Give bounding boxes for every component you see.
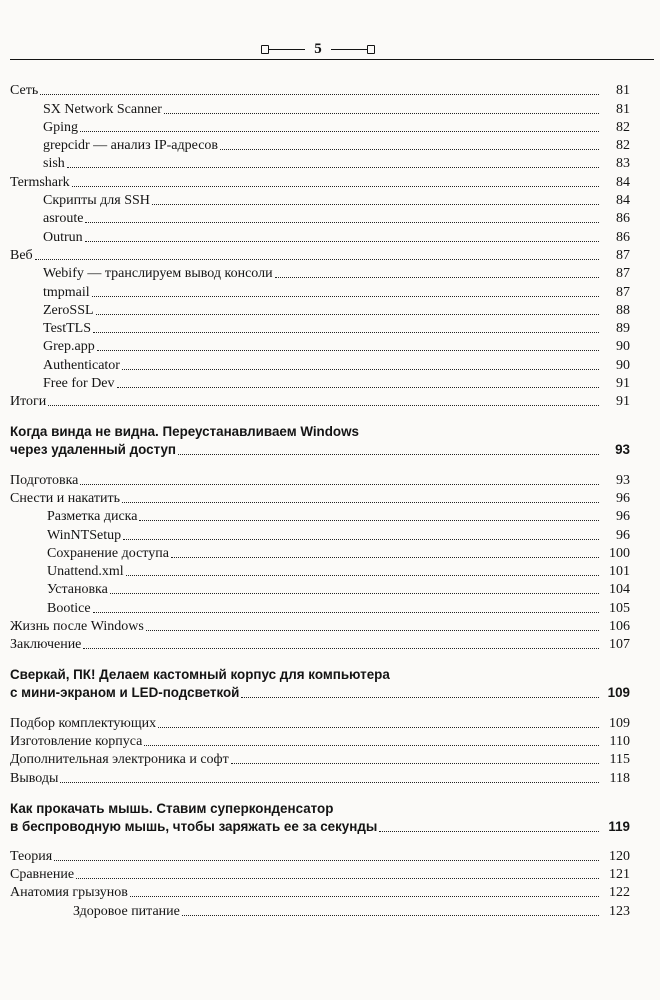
dot-leader	[80, 484, 599, 485]
toc-entry-title: Подбор комплектующих	[10, 715, 157, 731]
toc-entry-title: Bootice	[47, 600, 91, 616]
toc-entry-title: Сравнение	[10, 867, 75, 883]
toc-entry[interactable]	[10, 391, 630, 409]
section-title-last-line	[10, 441, 630, 459]
toc-entry-page: 81	[616, 83, 630, 99]
toc-entry-page: 91	[616, 394, 630, 410]
toc-entry[interactable]	[10, 616, 630, 634]
toc-entry[interactable]	[10, 767, 630, 785]
toc-entry-page: 96	[616, 490, 630, 506]
section-title-line: в беспроводную мышь, чтобы заряжать ее за секунды	[10, 818, 378, 834]
toc-entry-page: 96	[616, 509, 630, 525]
toc-entry-page: 86	[616, 211, 630, 227]
toc-entry[interactable]	[10, 712, 630, 730]
toc-entry-title: Теория	[10, 848, 53, 864]
toc-entry-page: 110	[609, 733, 630, 749]
toc-entry-page: 100	[609, 545, 630, 561]
toc-entry-page: 88	[616, 302, 630, 318]
dot-leader	[92, 296, 599, 297]
toc-entry-title: Free for Dev	[43, 376, 115, 392]
toc-entry[interactable]	[10, 190, 630, 208]
section-title-line: Когда винда не видна. Переустанавливаем Windows	[10, 424, 359, 440]
page-number: 5	[314, 41, 322, 57]
section-title-line: Сверкай, ПК! Делаем кастомный корпус для компьютера	[10, 667, 390, 683]
toc-entry-title: Установка	[47, 582, 108, 598]
dot-leader	[126, 575, 599, 576]
toc-entry-page: 82	[616, 119, 630, 135]
toc-entry-page: 84	[616, 174, 630, 190]
dot-leader	[152, 204, 599, 205]
toc-entry[interactable]	[10, 524, 630, 542]
toc-entry-title: Gping	[43, 119, 78, 135]
toc-entry[interactable]	[10, 153, 630, 171]
table-of-contents	[10, 80, 630, 919]
toc-entry-page: 106	[609, 619, 630, 635]
toc-entry-page: 123	[609, 903, 630, 919]
page-number-ornament	[255, 40, 381, 58]
dot-leader	[275, 277, 599, 278]
toc-entry-page: 118	[609, 770, 630, 786]
toc-entry[interactable]	[10, 543, 630, 561]
toc-entry-title: Здоровое питание	[73, 903, 180, 919]
dot-leader	[122, 502, 599, 503]
toc-entry-page: 104	[609, 582, 630, 598]
toc-entry-page: 84	[616, 193, 630, 209]
section-page: 93	[615, 442, 630, 458]
toc-entry-page: 86	[616, 229, 630, 245]
toc-entry-page: 96	[616, 527, 630, 543]
header-rule	[10, 59, 654, 60]
dot-leader	[123, 539, 599, 540]
toc-entry-title: Unattend.xml	[47, 564, 124, 580]
toc-entry[interactable]	[10, 226, 630, 244]
dot-leader	[76, 878, 599, 879]
toc-entry[interactable]	[10, 300, 630, 318]
toc-entry-page: 90	[616, 339, 630, 355]
dot-leader	[178, 454, 599, 455]
ornament-dash-left	[269, 49, 305, 50]
toc-entry-page: 107	[609, 637, 630, 653]
toc-entry[interactable]	[10, 731, 630, 749]
toc-entry-page: 87	[616, 247, 630, 263]
dot-leader	[182, 915, 599, 916]
dot-leader	[231, 763, 599, 764]
toc-entry-title: Termshark	[10, 174, 70, 190]
toc-entry[interactable]	[10, 597, 630, 615]
dot-leader	[85, 241, 599, 242]
dot-leader	[110, 593, 599, 594]
toc-entry-page: 109	[609, 715, 630, 731]
toc-section-heading[interactable]	[10, 666, 630, 702]
section-title-last-line	[10, 684, 630, 702]
dot-leader	[158, 727, 599, 728]
toc-entry[interactable]	[10, 561, 630, 579]
dot-leader	[146, 630, 599, 631]
toc-section-heading[interactable]	[10, 423, 630, 459]
section-title-line: с мини-экраном и LED-подсветкой	[10, 685, 240, 701]
section-page: 109	[607, 685, 630, 701]
toc-entry-page: 82	[616, 138, 630, 154]
section-title-line: через удаленный доступ	[10, 442, 177, 458]
toc-entry-title: Заключение	[10, 637, 82, 653]
dot-leader	[379, 831, 599, 832]
toc-entry[interactable]	[10, 488, 630, 506]
toc-entry[interactable]	[10, 373, 630, 391]
toc-entry-page: 81	[616, 101, 630, 117]
section-title-last-line	[10, 818, 630, 836]
toc-entry-title: Жизнь после Windows	[10, 619, 144, 635]
dot-leader	[93, 612, 599, 613]
toc-entry[interactable]	[10, 208, 630, 226]
dot-leader	[40, 94, 599, 95]
toc-entry[interactable]	[10, 98, 630, 116]
toc-entry-title: Снести и накатить	[10, 490, 120, 506]
toc-entry-title: Итоги	[10, 394, 47, 410]
dot-leader	[130, 896, 599, 897]
dot-leader	[164, 113, 599, 114]
toc-entry-title: Webify — транслируем вывод консоли	[43, 266, 273, 282]
toc-entry-title: Сеть	[10, 83, 39, 99]
toc-entry-page: 91	[616, 376, 630, 392]
ornament-square-right	[367, 45, 375, 54]
dot-leader	[93, 332, 599, 333]
toc-entry[interactable]	[10, 506, 630, 524]
toc-entry-page: 87	[616, 284, 630, 300]
dot-leader	[220, 149, 599, 150]
ornament-square-left	[261, 45, 269, 54]
dot-leader	[117, 387, 599, 388]
toc-entry[interactable]	[10, 469, 630, 487]
section-page: 119	[608, 818, 630, 834]
toc-entry-page: 115	[609, 752, 630, 768]
toc-entry-title: Сохранение доступа	[47, 545, 169, 561]
toc-entry-page: 101	[609, 564, 630, 580]
toc-section-heading[interactable]	[10, 800, 630, 836]
dot-leader	[122, 369, 599, 370]
toc-entry[interactable]	[10, 846, 630, 864]
toc-entry-title: WinNTSetup	[47, 527, 122, 543]
toc-entry-title: TestTLS	[43, 321, 92, 337]
dot-leader	[241, 697, 599, 698]
dot-leader	[171, 557, 599, 558]
toc-entry-page: 89	[616, 321, 630, 337]
toc-entry[interactable]	[10, 281, 630, 299]
dot-leader	[35, 259, 599, 260]
toc-entry[interactable]	[10, 263, 630, 281]
toc-entry[interactable]	[10, 354, 630, 372]
toc-entry-page: 122	[609, 885, 630, 901]
toc-entry-title: sish	[43, 156, 65, 172]
dot-leader	[48, 405, 599, 406]
toc-entry[interactable]	[10, 882, 630, 900]
toc-entry-title: grepcidr — анализ IP-адресов	[43, 138, 219, 154]
dot-leader	[144, 745, 599, 746]
toc-entry[interactable]	[10, 634, 630, 652]
toc-entry-title: asroute	[43, 211, 84, 227]
toc-entry-title: Скрипты для SSH	[43, 193, 150, 209]
toc-entry-title: Анатомия грызунов	[10, 885, 128, 901]
toc-entry[interactable]	[10, 135, 630, 153]
toc-entry[interactable]	[10, 900, 630, 918]
dot-leader	[54, 860, 599, 861]
dot-leader	[72, 186, 599, 187]
dot-leader	[80, 131, 599, 132]
section-title-line: Как прокачать мышь. Ставим суперконденсатор	[10, 800, 334, 816]
dot-leader	[97, 350, 599, 351]
toc-entry-title: ZeroSSL	[43, 302, 94, 318]
toc-entry[interactable]	[10, 117, 630, 135]
toc-entry[interactable]	[10, 245, 630, 263]
toc-entry-title: Выводы	[10, 770, 59, 786]
toc-entry-page: 90	[616, 357, 630, 373]
dot-leader	[85, 222, 599, 223]
toc-entry-page: 121	[609, 867, 630, 883]
toc-entry-title: Изготовление корпуса	[10, 733, 143, 749]
toc-entry-page: 93	[616, 472, 630, 488]
dot-leader	[83, 648, 599, 649]
toc-entry-title: Дополнительная электроника и софт	[10, 752, 229, 768]
toc-entry[interactable]	[10, 318, 630, 336]
dot-leader	[96, 314, 599, 315]
toc-entry-page: 120	[609, 848, 630, 864]
toc-entry-title: Веб	[10, 247, 33, 263]
toc-entry-title: tmpmail	[43, 284, 90, 300]
toc-entry-title: Разметка диска	[47, 509, 138, 525]
ornament-dash-right	[331, 49, 367, 50]
toc-entry-title: Grep.app	[43, 339, 95, 355]
toc-entry[interactable]	[10, 171, 630, 189]
toc-entry-title: Authenticator	[43, 357, 120, 373]
toc-entry-page: 87	[616, 266, 630, 282]
toc-entry[interactable]	[10, 579, 630, 597]
toc-entry[interactable]	[10, 864, 630, 882]
toc-entry-page: 105	[609, 600, 630, 616]
toc-entry-title: SX Network Scanner	[43, 101, 162, 117]
toc-entry-title: Outrun	[43, 229, 83, 245]
toc-entry[interactable]	[10, 80, 630, 98]
toc-entry[interactable]	[10, 336, 630, 354]
dot-leader	[67, 167, 599, 168]
dot-leader	[60, 782, 599, 783]
toc-entry-title: Подготовка	[10, 472, 79, 488]
page-header	[0, 38, 660, 58]
dot-leader	[139, 520, 599, 521]
toc-entry[interactable]	[10, 749, 630, 767]
toc-entry-page: 83	[616, 156, 630, 172]
